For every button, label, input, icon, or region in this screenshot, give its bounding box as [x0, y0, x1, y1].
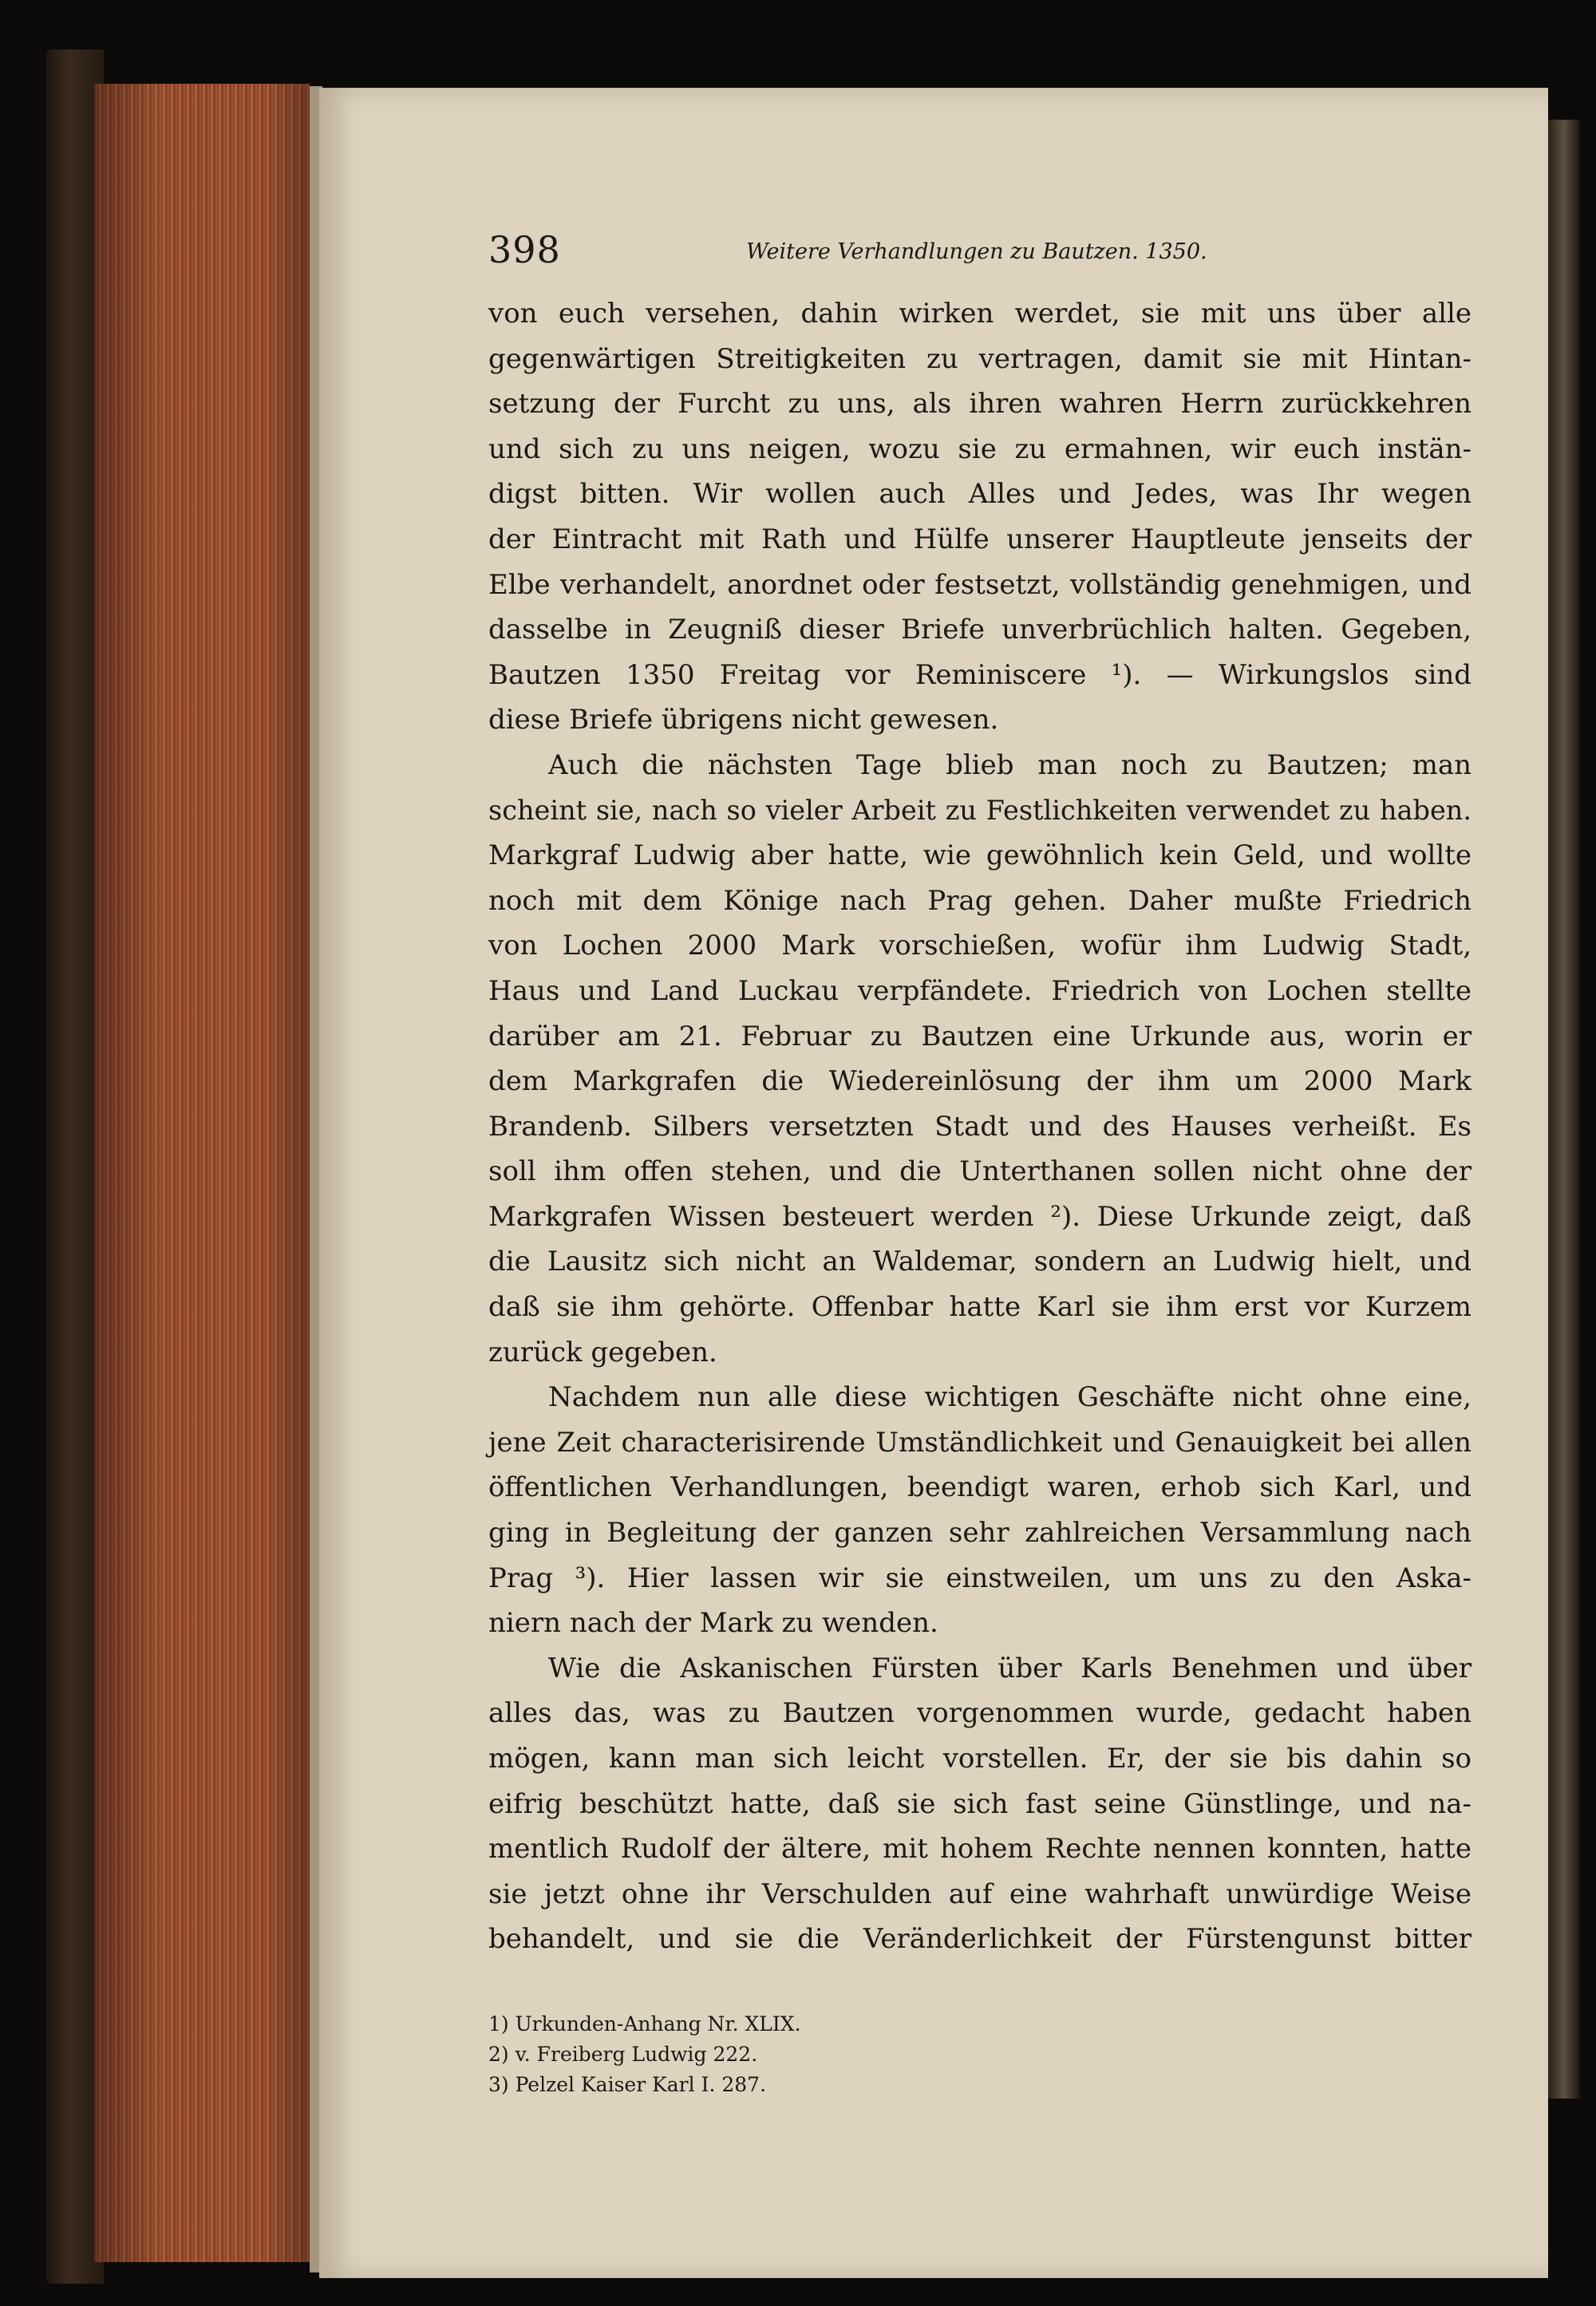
text-line: mögen, kann man sich leicht vorstellen. Er, der sie bis dahin so — [488, 1743, 1472, 1775]
text-line: zurück gegeben. — [488, 1336, 717, 1368]
text-line: öffentlichen Verhandlungen, beendigt waren, erhob sich Karl, und — [488, 1471, 1472, 1504]
text-line: scheint sie, nach so vieler Arbeit zu Festlichkeiten verwendet zu haben. — [488, 794, 1472, 826]
footnote-2: 2) v. Freiberg Ludwig 222. — [488, 2043, 758, 2066]
text-line: digst bitten. Wir wollen auch Alles und Jedes, was Ihr wegen — [488, 478, 1472, 511]
text-line: von euch versehen, dahin wirken werdet, sie mit uns über alle — [488, 298, 1472, 330]
text-line: und sich zu uns neigen, wozu sie zu ermahnen, wir euch instän- — [488, 432, 1472, 465]
footnote-3: 3) Pelzel Kaiser Karl I. 287. — [488, 2073, 767, 2096]
text-line: sie jetzt ohne ihr Verschulden auf eine wahrhaft unwürdige Weise — [488, 1878, 1472, 1910]
text-line: behandelt, und sie die Veränderlichkeit der Fürstengunst bitter — [488, 1923, 1472, 1956]
text-line: gegenwärtigen Streitigkeiten zu vertragen, damit sie mit Hintan- — [488, 342, 1472, 375]
body-text — [488, 291, 1472, 1962]
text-line: Markgraf Ludwig aber hatte, wie gewöhnlich kein Geld, und wollte — [488, 839, 1472, 872]
text-line: Elbe verhandelt, anordnet oder festsetzt, vollständig genehmigen, und — [488, 568, 1472, 601]
footnote-1: 1) Urkunden-Anhang Nr. XLIX. — [488, 2012, 801, 2036]
text-line: der Eintracht mit Rath und Hülfe unserer Hauptleute jenseits der — [488, 523, 1472, 555]
text-line: ging in Begleitung der ganzen sehr zahlreichen Versammlung nach — [488, 1517, 1472, 1550]
text-line: Auch die nächsten Tage blieb man noch zu Bautzen; man — [548, 748, 1472, 781]
text-line: die Lausitz sich nicht an Waldemar, sondern an Ludwig hielt, und — [488, 1246, 1472, 1278]
text-line: daß sie ihm gehörte. Offenbar hatte Karl sie ihm erst vor Kurzem — [488, 1291, 1472, 1324]
text-line: jene Zeit characterisirende Umständlichkeit und Genauigkeit bei allen — [488, 1426, 1472, 1459]
text-line: noch mit dem Könige nach Prag gehen. Daher mußte Friedrich — [488, 884, 1472, 917]
text-line: dem Markgrafen die Wiedereinlösung der ihm um 2000 Mark — [488, 1065, 1472, 1098]
text-line: Wie die Askanischen Fürsten über Karls Benehmen und über — [548, 1652, 1472, 1684]
text-line: Brandenb. Silbers versetzten Stadt und des Hauses verheißt. Es — [488, 1110, 1472, 1143]
text-line: niern nach der Mark zu wenden. — [488, 1607, 938, 1640]
text-line: mentlich Rudolf der ältere, mit hohem Rechte nennen konnten, hatte — [488, 1833, 1472, 1866]
text-line: Haus und Land Luckau verpfändete. Friedrich von Lochen stellte — [488, 974, 1472, 1007]
text-line: darüber am 21. Februar zu Bautzen eine Urkunde aus, worin er — [488, 1020, 1472, 1052]
right-page-edge — [1548, 120, 1580, 2099]
text-line: Nachdem nun alle diese wichtigen Geschäfte nicht ohne eine, — [548, 1381, 1472, 1414]
page-number: 398 — [488, 228, 561, 271]
text-line: von Lochen 2000 Mark vorschießen, wofür ihm Ludwig Stadt, — [488, 930, 1472, 962]
text-line: Prag ³). Hier lassen wir sie einstweilen, um uns zu den Aska- — [488, 1562, 1472, 1594]
page-block-edges — [94, 84, 310, 2262]
text-line: alles das, was zu Bautzen vorgenommen wurde, gedacht haben — [488, 1697, 1472, 1730]
text-line: Bautzen 1350 Freitag vor Reminiscere ¹). — Wirkungslos sind — [488, 658, 1472, 691]
text-line: setzung der Furcht zu uns, als ihren wahren Herrn zurückkehren — [488, 388, 1472, 421]
text-line: Markgrafen Wissen besteuert werden ²). Diese Urkunde zeigt, daß — [488, 1200, 1472, 1233]
text-line: diese Briefe übrigens nicht gewesen. — [488, 704, 999, 736]
text-line: soll ihm offen stehen, und die Unterthanen sollen nicht ohne der — [488, 1155, 1472, 1188]
running-head: Weitere Verhandlungen zu Bautzen. 1350. — [746, 239, 1207, 264]
text-line: dasselbe in Zeugniß dieser Briefe unverbrüchlich halten. Gegeben, — [488, 614, 1472, 646]
text-line: eifrig beschützt hatte, daß sie sich fast seine Günstlinge, und na- — [488, 1787, 1472, 1820]
